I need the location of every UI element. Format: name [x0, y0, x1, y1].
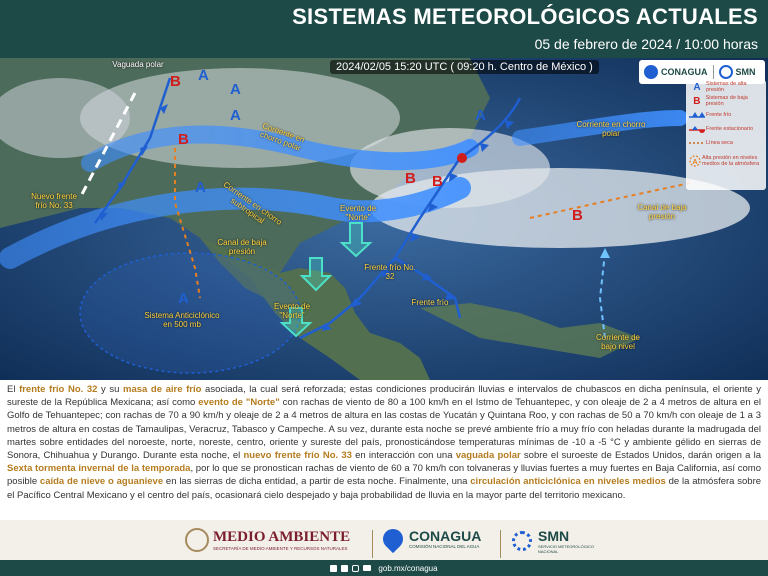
highlight-anticiclonica: circulación anticiclónica en niveles medios	[470, 476, 666, 488]
svg-text:A: A	[692, 159, 698, 166]
medio-ambiente-logo	[185, 528, 350, 552]
page-title: SISTEMAS METEOROLÓGICOS ACTUALES	[292, 4, 758, 29]
label-frente-32: Frente frío No. 32	[364, 263, 416, 281]
label-canal-baja-este: Canal de baja presión	[637, 203, 687, 221]
legend-low-label: Sistemas de baja presión	[705, 95, 748, 107]
cold-front-icon	[688, 111, 706, 119]
smn-subtitle: SERVICIO METEOROLÓGICO NACIONAL	[538, 544, 594, 554]
text-run: sobre el suroeste de Estados Unidos, darán origen a la	[520, 450, 761, 462]
forecast-text-box	[0, 380, 768, 520]
medio-ambiente-subtitle: SECRETARÍA DE MEDIO AMBIENTE Y RECURSOS NATURALES	[213, 546, 348, 551]
svg-text:B: B	[572, 207, 583, 224]
legend-high-label: Sistemas de alta presión	[705, 81, 747, 93]
map-timestamp: 2024/02/05 15:20 UTC ( 09:20 h. Centro de México )	[330, 60, 599, 74]
label-canal-baja-oeste: Canal de baja presión	[217, 238, 267, 256]
logo-card-smn: SMN	[735, 67, 756, 77]
mexico-seal-icon	[185, 528, 209, 552]
legend-stationary-label: Frente estacionario	[706, 126, 754, 132]
legend-high-icon: A	[693, 81, 701, 93]
legend-row-high	[686, 80, 766, 94]
label-polar-jet-east: Corriente en chorro polar	[576, 120, 646, 138]
highlight-nieve: caída de nieve o aguanieve	[39, 476, 164, 488]
text-run: , por lo que se pronostican rachas de viento de 60 a 70 km/h con tolvaneras y lluvias fuertes a muy fuertes en Baja California, así como posible	[7, 463, 761, 488]
legend-row-cold-front	[686, 108, 766, 122]
social-url[interactable]: gob.mx/conagua	[378, 563, 438, 573]
svg-text:A: A	[230, 107, 241, 124]
label-subtropical-jet: Corriente en chorro subtropical	[221, 179, 284, 227]
label-evento-norte-1: Evento de "Norte"	[339, 204, 377, 222]
conagua-drop-icon	[379, 524, 407, 552]
facebook-icon[interactable]	[330, 565, 337, 572]
highlight-frente-33: nuevo frente frío No. 33	[243, 450, 352, 462]
legend-row-low	[686, 94, 766, 108]
text-run: asociada, la cual será reforzada; estas condiciones producirán lluvias e intervalos de chubascos en dicha península, el oriente y sureste de la República Mexicana; así como	[7, 384, 762, 409]
text-run: El	[7, 384, 20, 395]
legend-dry-line-label: Línea seca	[706, 140, 733, 146]
svg-text:B: B	[178, 131, 189, 148]
svg-text:A: A	[195, 179, 206, 196]
conagua-logo	[383, 528, 481, 549]
smn-logo-icon	[719, 65, 733, 79]
svg-text:A: A	[475, 107, 486, 124]
x-icon[interactable]	[341, 565, 348, 572]
highlight-frente-32: frente frío No. 32	[19, 384, 98, 395]
label-nuevo-frente: Nuevo frente frío No. 33	[31, 192, 77, 210]
highlight-evento-norte: evento de "Norte"	[198, 397, 280, 409]
label-frente-frio: Frente frío	[411, 298, 449, 307]
map-legend	[686, 80, 766, 190]
svg-text:A: A	[198, 67, 209, 84]
forecast-paragraph	[0, 380, 768, 502]
label-sistema-anticiclonico: Sistema Anticiclónico en 500 mb	[144, 311, 220, 329]
label-evento-norte-2: Evento de "Norte"	[273, 302, 311, 320]
medio-ambiente-title: MEDIO AMBIENTE	[213, 529, 351, 545]
svg-text:A: A	[178, 290, 189, 307]
text-run: en las sierras de dicha entidad, a partir de esta noche. Finalmente, una	[163, 476, 471, 488]
dry-line-icon	[688, 139, 706, 147]
stationary-front-icon	[688, 125, 706, 133]
legend-low-icon: B	[693, 95, 701, 107]
conagua-title: CONAGUA	[409, 528, 482, 544]
conagua-logo-icon	[644, 65, 658, 79]
instagram-icon[interactable]	[352, 565, 359, 572]
legend-row-stationary	[686, 122, 766, 136]
text-run: en interacción con una	[351, 450, 456, 462]
mid-high-icon	[688, 154, 702, 168]
smn-logo	[512, 528, 608, 554]
page-date: 05 de febrero de 2024 / 10:00 horas	[534, 36, 758, 52]
conagua-subtitle: COMISIÓN NACIONAL DEL AGUA	[409, 544, 480, 549]
legend-row-dry-line	[686, 136, 766, 150]
svg-text:B: B	[405, 170, 416, 187]
svg-text:B: B	[170, 73, 181, 90]
social-bar	[0, 560, 768, 576]
text-run: con rachas de viento de 80 a 100 km/h en el Istmo de Tehuantepec, y con oleaje de 2 a 4 metros de altura en el Golfo de Tehuantepec; con rachas de 70 a 90 km/h y oleaje de 2 a 4 metros de altura en las costas de Yucatán y Quintana Roo, y con rachas de 50 a 70 km/h con oleaje de 1 a 3 metros de altura en costas de Tamaulipas, Veracruz, Tabasco y Campeche. A su vez, durante esta noche se prevé ambiente frío a muy frío con heladas durante la madrugada del martes sobre entidades del noroeste, norte, noreste, centro, oriente y sureste del país, pronosticándose temperaturas mínimas de -10 a -5 °C y ambiente gélido en sierras de Sonora, Chihuahua y Durango. Durante esta noche, el	[7, 397, 761, 462]
legend-mid-high-label: Alta presión en niveles medios de la atmósfera	[702, 155, 760, 167]
youtube-icon[interactable]	[363, 565, 371, 571]
svg-text:B: B	[432, 173, 443, 190]
highlight-tormenta: Sexta tormenta invernal de la temporada	[7, 463, 191, 475]
logo-separator	[713, 65, 714, 79]
logo-card-conagua: CONAGUA	[661, 67, 708, 77]
svg-text:A: A	[230, 81, 241, 98]
weather-map	[0, 58, 768, 380]
low-center-dot	[457, 153, 467, 163]
label-corriente-bajo-nivel: Corriente de bajo nivel	[595, 333, 641, 351]
smn-title: SMN	[538, 528, 570, 544]
header-bar	[0, 0, 768, 58]
footer-separator	[372, 530, 373, 558]
label-polar-jet: Corriente en chorro polar	[258, 121, 306, 153]
text-run: y su	[97, 384, 124, 395]
highlight-vaguada: vaguada polar	[455, 450, 521, 462]
legend-cold-front-label: Frente frío	[706, 112, 732, 118]
text-run: de la atmósfera sobre el Pacífico Central Mexicano y el centro del país, ocasionará cielo despejado y baja probabilidad de lluvia en la mayor parte del territorio mexicano.	[7, 476, 762, 501]
footer-separator	[500, 530, 501, 558]
highlight-masa-aire: masa de aire frío	[123, 384, 202, 395]
smn-gear-icon	[512, 531, 532, 551]
label-vaguada-polar: Vaguada polar	[112, 60, 164, 69]
legend-row-mid-high	[686, 150, 766, 172]
